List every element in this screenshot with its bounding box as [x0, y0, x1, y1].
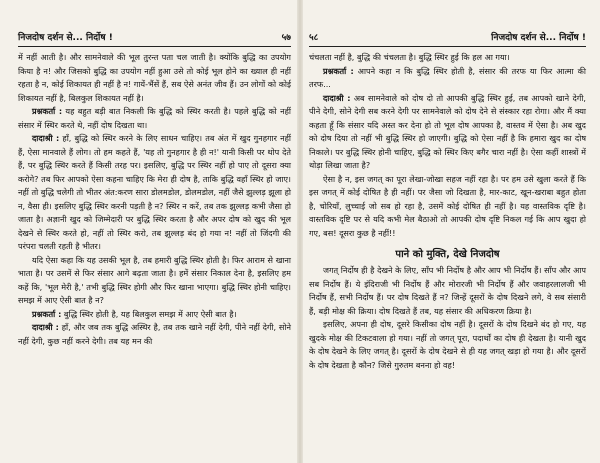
section-title: पाने को मुक्ति, देखे निजदोष [395, 249, 500, 260]
paragraph [309, 173, 586, 241]
paragraph-text: ऐसा है न, इस जगत् का पूरा लेखा-जोखा सहज नहीं रहा है। पर हम उसे खुला करते हैं कि इस जगत् में कोई दोषित है ही नहीं। पर जैसा जो दिखता है, मार-काट, खून-खराबा बहुत होता है, चोरियाँ, लुच्चाई जो सब हो रहा है, उसमें कोई दोषित ही नहीं है। यह वास्तविक दृष्टि है। वास्तविक दृष्टि पर से यदि कभी मेल बैठाओ तो आपकी दोष दृष्टि निकल गई कि आप खुदा हो गए, बस! दूसरा कुछ है नहीं!! [309, 173, 586, 238]
paragraph [309, 65, 586, 92]
right-page [303, 0, 600, 463]
paragraph [309, 92, 586, 173]
speaker-label: प्रश्नकर्ता : [32, 106, 63, 116]
paragraph-text: इसलिए, अपना ही दोष, दूसरे किसीका दोष नहीं है। दूसरों के दोष दिखने बंद हो गए, यह खुदके मोक्ष की टिकटवाला हो गया। नहीं तो जगत् पूरा, पदार्थों का दोष ही देखता है। यानी खुद के दोष देखने के लिए जगत् है। दूसरों के दोष देखने से ही यह जगत् खड़ा हो गया है। और दूसरों के दोष देखता है कौन? जिसे गुरुतम बनना हो वह! [309, 319, 586, 370]
paragraph-text: बुद्धि स्थिर होती है, यह बिलकुल समझ में आए ऐसी बात है। [63, 308, 237, 319]
paragraph [18, 308, 291, 322]
header-title: निजदोष दर्शन से... निर्दोष ! [491, 33, 586, 43]
page-header [309, 0, 586, 44]
speaker-label: दादाश्री : [32, 322, 59, 332]
page-body [309, 51, 586, 372]
header-rule [18, 46, 291, 47]
paragraph [18, 132, 291, 254]
paragraph-text: हाँ, बुद्धि को स्थिर करने के लिए साधन चाहिए। तब अंत में खुद गुनहगार नहीं हैं, ऐसा मानवाले हैं लोग। तो हम कहते हैं, 'यह तो गुनहगार है ही न!' यानी किसी पर थोप देते हैं, पर बुद्धि स्थिर करते हैं किसी तरह पर। इसलिए, बुद्धि पर स्थिर नहीं हो पाए तो दूसरा क्या करोगे? तब फिर आपको ऐसा कहना चाहिए कि मेरा ही दोष है, ताकि बुद्धि वहाँ स्थिर हो जाए। नहीं तो बुद्धि चलेगी तो भीतर अंत:करण सारा डोलमडोल, डोलमडोल, नहीं जैसे झुल्लड़ झूला हो न, वैसा ही। इसलिए बुद्धि स्थिर करनी पड़ती है न? स्थिर न करें, तब तक झुल्लड़ कभी जैसा हो जाता है। अज्ञानी खुद को जिम्मेदारी पर बुद्धि स्थिर करता है और अपर दोष को खुद की भूल देखने से स्थिर करते हो, नहीं तो स्थिर करो, तब झुल्लड़ बंद हो गया न! नहीं तो जिंदगी की परंपरा चलती रहती है भीतर। [18, 133, 291, 251]
paragraph-text: अब सामनेवाले को दोष दो तो आपकी बुद्धि स्थिर हुई, तब आपको खाने देगी, पीने देगी, सोने देगी सब करने देगी पर सामनेवाले को दोष देने से संस्कार रहा रोगा। और मैं क्या कहता हूँ कि संसार यदि अस्त कर देना हो तो भूल दोष आपका है, वास्तव में ऐसा है। अब खुद को दोष दिया तो नहीं भी बुद्धि स्थिर हो जाएगी। बुद्धि को ऐसा नहीं है कि हमारा खुद का दोष निकाले। पर बुद्धि स्थिर होनी चाहिए, बुद्धि को स्थिर किए बगैर चारा नहीं है। ऐसा कहीं शास्त्रों में थोड़ा लिखा जाता है? [309, 92, 587, 170]
paragraph-text: आपने कहा न कि बुद्धि स्थिर होती है, संसार की तरफ या फिर आत्मा की तरफ... [309, 65, 586, 89]
header-title: निजदोष दर्शन से... निर्दोष ! [18, 33, 113, 43]
paragraph-text: में नहीं आती है। और सामनेवाले की भूल तुरन्त पता चल जाती है। क्योंकि बुद्धि का उपयोग किया है न! और जिसको बुद्धि का उपयोग नहीं हुआ उसे तो कोई भूल होने का ख्याल ही नहीं रहता है न, कोई शिकायत ही नहीं है न! गायें-भैंसें हैं, सब ऐसे अनंत जीव हैं। उन लोगों को कोई शिकायत नहीं है, बिलकुल शिकायत नहीं है। [18, 52, 291, 103]
paragraph [18, 254, 291, 308]
page-number: ५७ [281, 33, 291, 43]
page-header [18, 0, 291, 44]
header-rule [309, 46, 586, 47]
speaker-label: दादाश्री : [32, 133, 60, 143]
left-page [0, 0, 297, 463]
page-body [18, 51, 291, 348]
paragraph [18, 321, 291, 348]
paragraph-text: यदि ऐसा कहा कि यह उसकी भूल है, तब हमारी बुद्धि स्थिर होती है। फिर आराम से खाना भाता है। पर उसमें से फिर संसार आगे बढ़ता जाता है। हमें संसार निकाल देना है, इसलिए हम कहें कि, 'भूल मेरी है,' तभी बुद्धि स्थिर होगी और फिर खाना भाएगा। बुद्धि स्थिर होनी चाहिए। समझ में आए ऐसी बात है न? [18, 254, 291, 305]
paragraph [18, 51, 291, 105]
paragraph [18, 105, 291, 132]
paragraph-text: चंचलता नहीं है, बुद्धि की चंचलता है। बुद्धि स्थिर हुई कि हल आ गया। [309, 52, 510, 62]
paragraph-text: जगत् निर्दोष ही है देखने के लिए, साँप भी निर्दोष है और आप भी निर्दोष हैं। साँप और आप सब निर्दोष हैं। ये इंदिराजी भी निर्दोष हैं और मोरारजी भी निर्दोष हैं और जवाहरलालजी भी निर्दोष हैं, सभी निर्दोष हैं। पर दोष दिखते हैं न? जिन्हें दूसरों के दोष दिखने लगे, वे सब संसारी हैं, बड़ी मोक्ष की क्रिया। दोष दिखते हैं तब, यह संसार की अधिकरण क्रिया है। [309, 265, 586, 316]
speaker-label: प्रश्नकर्ता : [32, 308, 62, 319]
speaker-label: दादाश्री : [323, 92, 351, 103]
paragraph [309, 318, 586, 372]
paragraph [309, 51, 586, 65]
paragraph-text: हाँ, और जब तक बुद्धि अस्थिर है, तब तक खाने नहीं देगी, पीने नहीं देगी, सोने नहीं देगी, कुछ नहीं करने देगी। तब यह मन की [18, 322, 291, 346]
speaker-label: प्रश्नकर्ता : [323, 65, 354, 76]
paragraph-text: यह बहुत बड़ी बात निकली कि बुद्धि को स्थिर करती है। पहले बुद्धि को नहीं संसार में स्थिर करते थे, नहीं दोष दिखता था। [18, 106, 291, 130]
paragraph [309, 264, 586, 318]
page-number: ५८ [309, 33, 319, 43]
